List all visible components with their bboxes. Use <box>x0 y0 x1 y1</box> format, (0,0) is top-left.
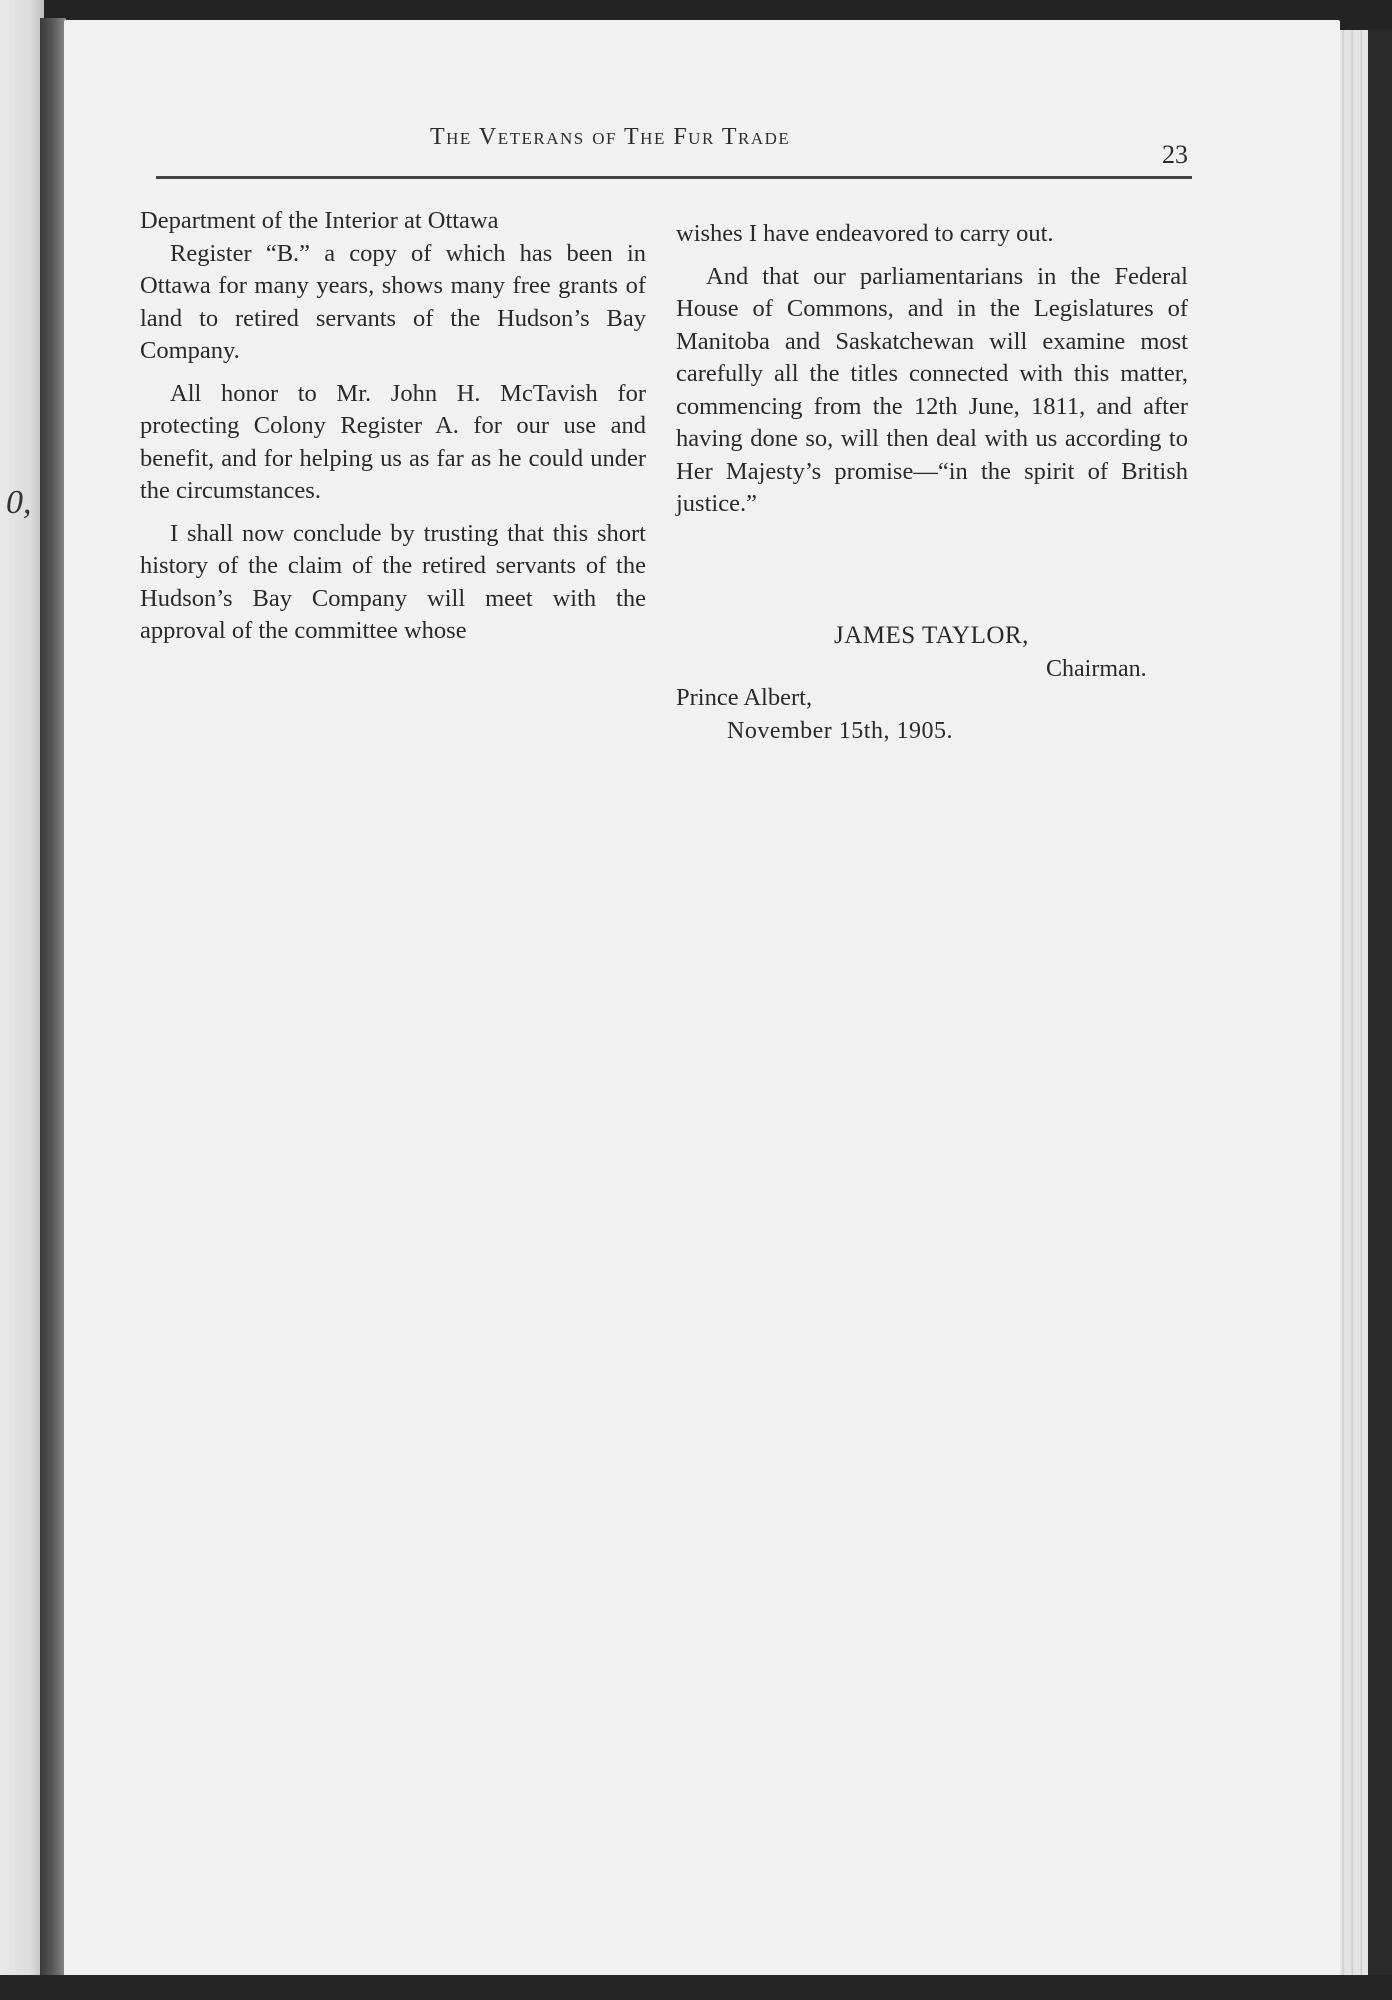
book-gutter <box>40 18 66 1978</box>
page-number: 23 <box>1162 140 1188 169</box>
facing-page-edge <box>0 0 44 2000</box>
header-rule <box>156 176 1192 179</box>
paragraph: wishes I have endeavored to carry out. <box>676 220 1054 247</box>
left-column <box>140 205 646 648</box>
page-stack-shadow <box>1368 30 1392 2000</box>
paragraph: And that our parliamentarians in the Federal House of Commons, and in the Legislatures of Manitoba and Saskatchewan will examine most carefully all the titles connected with this matter, commencing from the 12th June, 1811, and after having done so, will then deal with us according to Her Majesty’s promise—“in the spirit of British justice.” <box>676 262 1188 517</box>
signatory-title: Chairman. <box>1046 656 1147 682</box>
scanner-bottom-edge <box>0 1975 1392 2000</box>
paragraph: Department of the Interior at Ottawa <box>140 207 499 234</box>
margin-mark: 0, <box>6 484 32 521</box>
signature-date: November 15th, 1905. <box>727 718 953 744</box>
paragraph: Register “B.” a copy of which has been in Ottawa for many years, shows many free grants of land to retired servants of the Hudson’s Bay Company. <box>140 239 646 364</box>
right-column <box>676 218 1188 521</box>
paragraph: I shall now conclude by trusting that this short history of the claim of the retired servants of the Hudson’s Bay Company will meet with the approval of the committee whose <box>140 519 646 644</box>
running-head: The Veterans of The Fur Trade <box>430 124 791 150</box>
signature-place: Prince Albert, <box>676 684 813 711</box>
signatory-name: JAMES TAYLOR, <box>834 622 1029 649</box>
paragraph: All honor to Mr. John H. McTavish for protecting Colony Register A. for our use and benefit, and for helping us as far as he could under the circumstances. <box>140 379 646 504</box>
